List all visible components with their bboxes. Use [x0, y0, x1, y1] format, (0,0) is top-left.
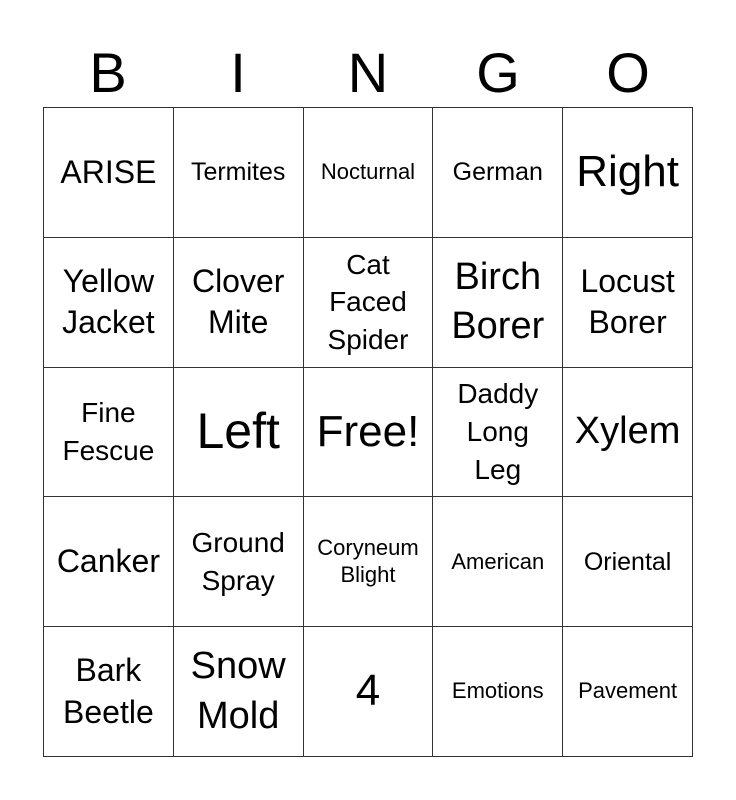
bingo-cell [563, 497, 693, 627]
bingo-cell [433, 627, 563, 757]
cell-text: Free! [316, 406, 420, 456]
bingo-cell [304, 108, 434, 238]
cell-text: Clover Mite [191, 262, 285, 341]
bingo-cell [563, 238, 693, 368]
cell-text: Canker [56, 542, 160, 579]
bingo-cell [174, 497, 304, 627]
bingo-cell [304, 627, 434, 757]
bingo-cell [174, 368, 304, 498]
cell-text: Locust Borer [580, 262, 675, 341]
cell-text: Emotions [451, 678, 544, 704]
header-letter-b: B [89, 41, 127, 104]
bingo-header [43, 40, 693, 106]
bingo-cell [174, 108, 304, 238]
cell-text: Cat Faced Spider [327, 248, 409, 356]
cell-text: American [451, 548, 545, 574]
bingo-cell [304, 497, 434, 627]
bingo-cell [433, 497, 563, 627]
bingo-cell [44, 238, 174, 368]
cell-text: Fine Fescue [62, 397, 155, 466]
bingo-cell free-space [304, 368, 434, 498]
bingo-cell [563, 627, 693, 757]
cell-text: Termites [190, 158, 286, 187]
cell-text: Right [576, 147, 679, 196]
cell-text: Xylem [574, 410, 681, 453]
header-letter-o: O [606, 41, 650, 104]
bingo-cell [44, 497, 174, 627]
bingo-cell [44, 627, 174, 757]
bingo-cell [174, 627, 304, 757]
bingo-cell [433, 238, 563, 368]
bingo-cell [304, 238, 434, 368]
bingo-cell [44, 368, 174, 498]
cell-text: Yellow Jacket [62, 262, 155, 341]
bingo-cell [174, 238, 304, 368]
cell-text: Bark Beetle [63, 652, 154, 730]
cell-text: Snow Mold [190, 645, 286, 737]
cell-text: Oriental [583, 547, 672, 576]
bingo-cell [563, 368, 693, 498]
header-letter-i: I [230, 41, 246, 104]
header-letter-g: G [476, 41, 520, 104]
cell-text: 4 [355, 666, 381, 716]
cell-text: Pavement [578, 678, 678, 704]
cell-text: Daddy Long Leg [457, 378, 539, 485]
bingo-board [43, 107, 693, 757]
cell-text: Nocturnal [320, 159, 416, 185]
cell-text: Left [196, 403, 280, 460]
cell-text: Ground Spray [191, 526, 285, 596]
cell-text: Birch Borer [451, 255, 545, 348]
bingo-cell [433, 368, 563, 498]
cell-text: ARISE [60, 153, 157, 190]
bingo-cell [563, 108, 693, 238]
bingo-cell [44, 108, 174, 238]
header-letter-n: N [347, 41, 389, 104]
cell-text: German [452, 158, 543, 187]
cell-text: Coryneum Blight [317, 535, 419, 587]
bingo-cell [433, 108, 563, 238]
